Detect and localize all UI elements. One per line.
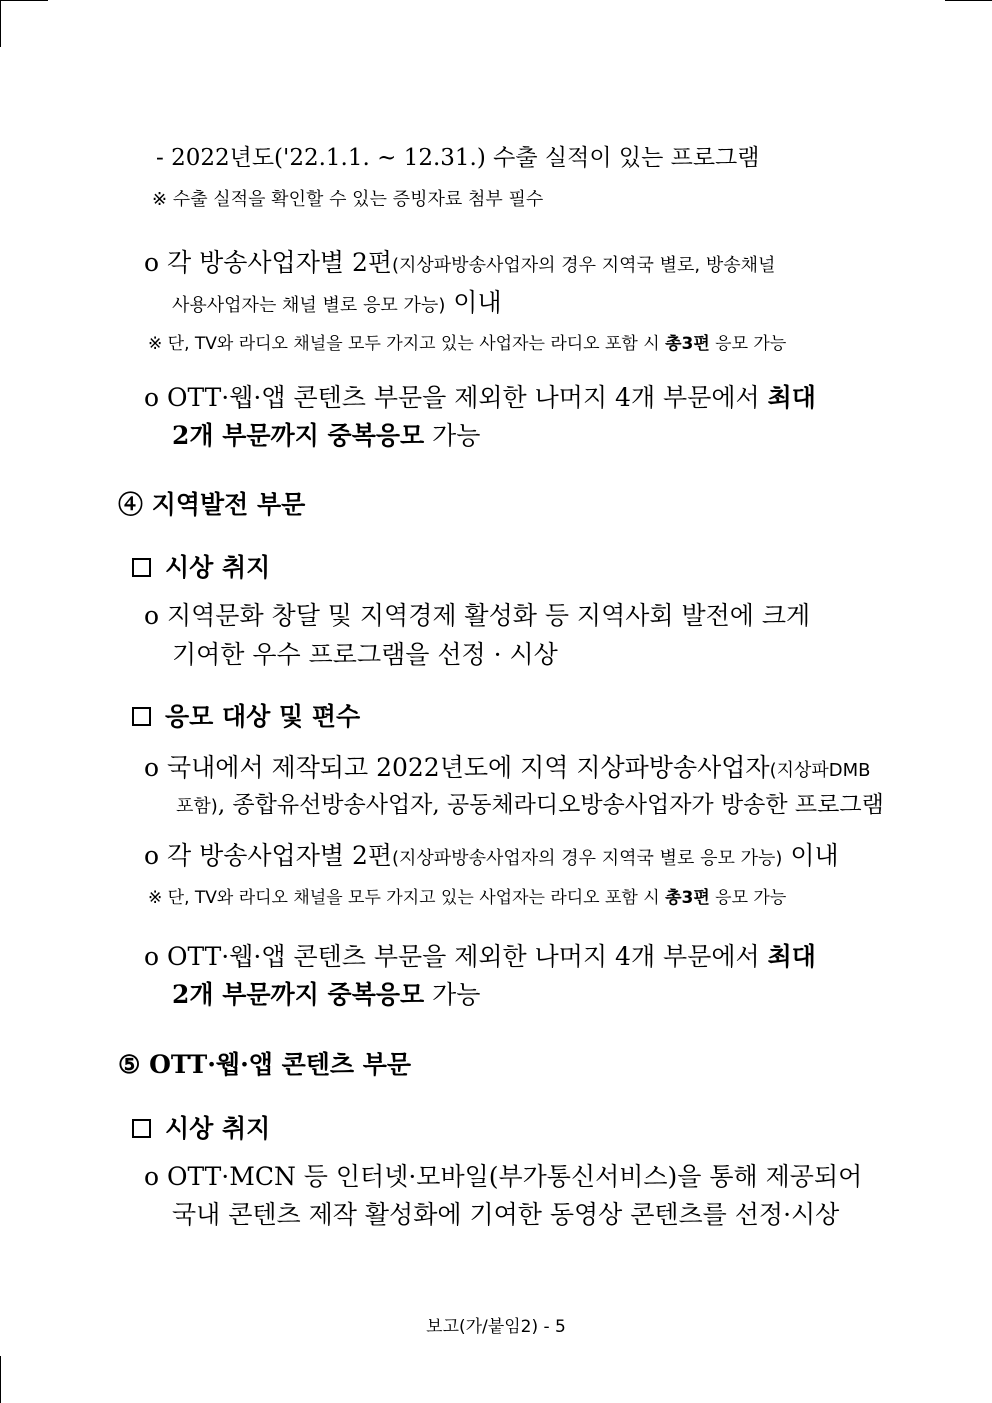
section-4-heading: ④ 지역발전 부문 (118, 490, 306, 519)
section-4-purpose-line-2: 기여한 우수 프로그램을 선정 · 시상 (172, 640, 558, 669)
export-requirement-line: - 2022년도('22.1.1. ~ 12.31.) 수출 실적이 있는 프로그램 (156, 145, 760, 171)
section-4-target-heading: 응모 대상 및 편수 (132, 697, 360, 733)
limit-line-1: o 각 방송사업자별 2편(지상파방송사업자의 경우 지역국 별로, 방송채널 (144, 248, 776, 277)
checkbox-square-icon (132, 707, 151, 726)
section-5-purpose-line-2: 국내 콘텐츠 제작 활성화에 기여한 동영상 콘텐츠를 선정·시상 (172, 1200, 840, 1229)
section-4-duplicate-line-2: 2개 부문까지 중복응모 가능 (172, 980, 481, 1009)
checkbox-square-icon (132, 558, 151, 577)
limit-line-2: 사용사업자는 채널 별로 응모 가능) 이내 (172, 288, 502, 317)
tv-radio-note: ※ 단, TV와 라디오 채널을 모두 가지고 있는 사업자는 라디오 포함 시 총3편 응모 가능 (148, 334, 787, 354)
crop-mark-top-left-v (0, 0, 1, 47)
section-4-limit-line: o 각 방송사업자별 2편(지상파방송사업자의 경우 지역국 별로 응모 가능) 이내 (144, 841, 839, 870)
duplicate-entry-line-2: 2개 부문까지 중복응모 가능 (172, 421, 481, 450)
crop-mark-top-right-h (945, 0, 992, 1)
section-5-purpose-heading: 시상 취지 (132, 1109, 270, 1145)
section-4-purpose-heading: 시상 취지 (132, 548, 270, 584)
section-4-purpose-line-1: o 지역문화 창달 및 지역경제 활성화 등 지역사회 발전에 크게 (144, 601, 811, 630)
crop-mark-bottom-left-v (0, 1356, 1, 1403)
section-4-duplicate-line-1: o OTT·웹·앱 콘텐츠 부문을 제외한 나머지 4개 부문에서 최대 (144, 942, 816, 971)
crop-mark-top-left-h (0, 0, 48, 1)
section-4-target-line-1: o 국내에서 제작되고 2022년도에 지역 지상파방송사업자(지상파DMB (144, 753, 871, 782)
duplicate-entry-line-1: o OTT·웹·앱 콘텐츠 부문을 제외한 나머지 4개 부문에서 최대 (144, 383, 816, 412)
checkbox-square-icon (132, 1119, 151, 1138)
section-5-heading: ⑤ OTT·웹·앱 콘텐츠 부문 (118, 1050, 412, 1079)
section-4-tv-radio-note: ※ 단, TV와 라디오 채널을 모두 가지고 있는 사업자는 라디오 포함 시 총3편 응모 가능 (148, 888, 787, 908)
section-4-target-line-2: 포함), 종합유선방송사업자, 공동체라디오방송사업자가 방송한 프로그램 (176, 792, 884, 818)
export-evidence-note: ※ 수출 실적을 확인할 수 있는 증빙자료 첨부 필수 (152, 189, 544, 210)
section-5-purpose-line-1: o OTT·MCN 등 인터넷·모바일(부가통신서비스)을 통해 제공되어 (144, 1162, 863, 1191)
page-footer: 보고(가/붙임2) - 5 (426, 1317, 566, 1337)
